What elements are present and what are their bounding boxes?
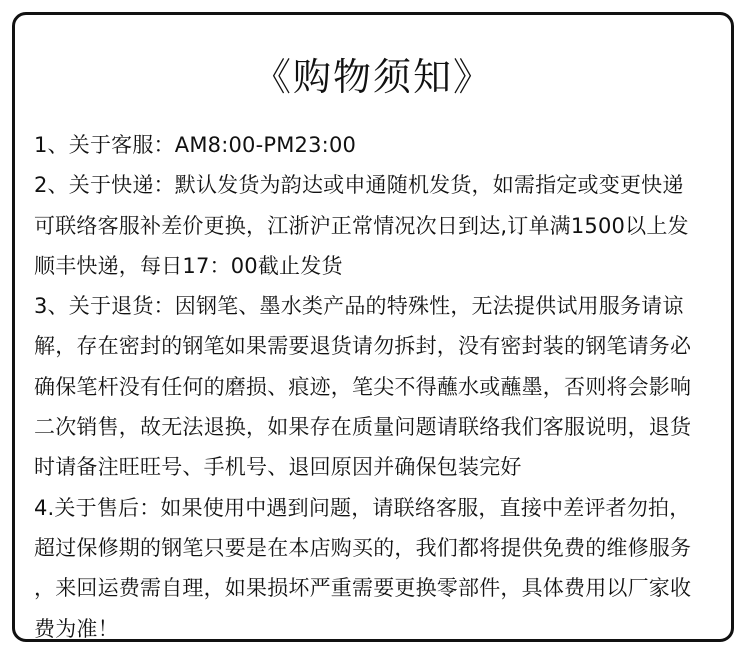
notice-body [34, 125, 746, 649]
notice-line-after-sales-1: 4.关于售后：如果使用中遇到问题，请联络客服，直接中差评者勿拍， [34, 495, 691, 520]
notice-line-returns-2: 解，存在密封的钢笔如果需要退货请勿拆封，没有密封装的钢笔请务必 [34, 334, 692, 359]
notice-line-returns-1: 3、关于退货：因钢笔、墨水类产品的特殊性，无法提供试用服务请谅 [34, 294, 684, 319]
notice-line-returns-4: 二次销售，故无法退换，如果存在质量问题请联络我们客服说明，退货 [34, 415, 692, 440]
notice-line-returns-5: 时请备注旺旺号、手机号、退回原因并确保包装完好 [34, 455, 522, 480]
notice-line-after-sales-4: 费为准！ [34, 616, 119, 641]
shopping-notice-card [12, 12, 734, 642]
notice-title: 《购物须知》 [252, 55, 493, 99]
notice-line-customer-service: 1、关于客服：AM8:00-PM23:00 [34, 133, 357, 157]
notice-line-shipping-1: 2、关于快递：默认发货为韵达或申通随机发货，如需指定或变更快递 [34, 173, 684, 198]
notice-line-shipping-3: 顺丰快递，每日17：00截止发货 [34, 253, 343, 278]
notice-line-after-sales-2: 超过保修期的钢笔只要是在本店购买的，我们都将提供免费的维修服务 [34, 535, 692, 560]
notice-line-returns-3: 确保笔杆没有任何的磨损、痕迹，笔尖不得蘸水或蘸墨，否则将会影响 [34, 374, 692, 399]
notice-line-after-sales-3: ，来回运费需自理，如果损坏严重需要更换零部件，具体费用以厂家收 [34, 576, 692, 601]
notice-line-shipping-2: 可联络客服补差价更换，江浙沪正常情况次日到达,订单满1500以上发 [34, 213, 689, 238]
